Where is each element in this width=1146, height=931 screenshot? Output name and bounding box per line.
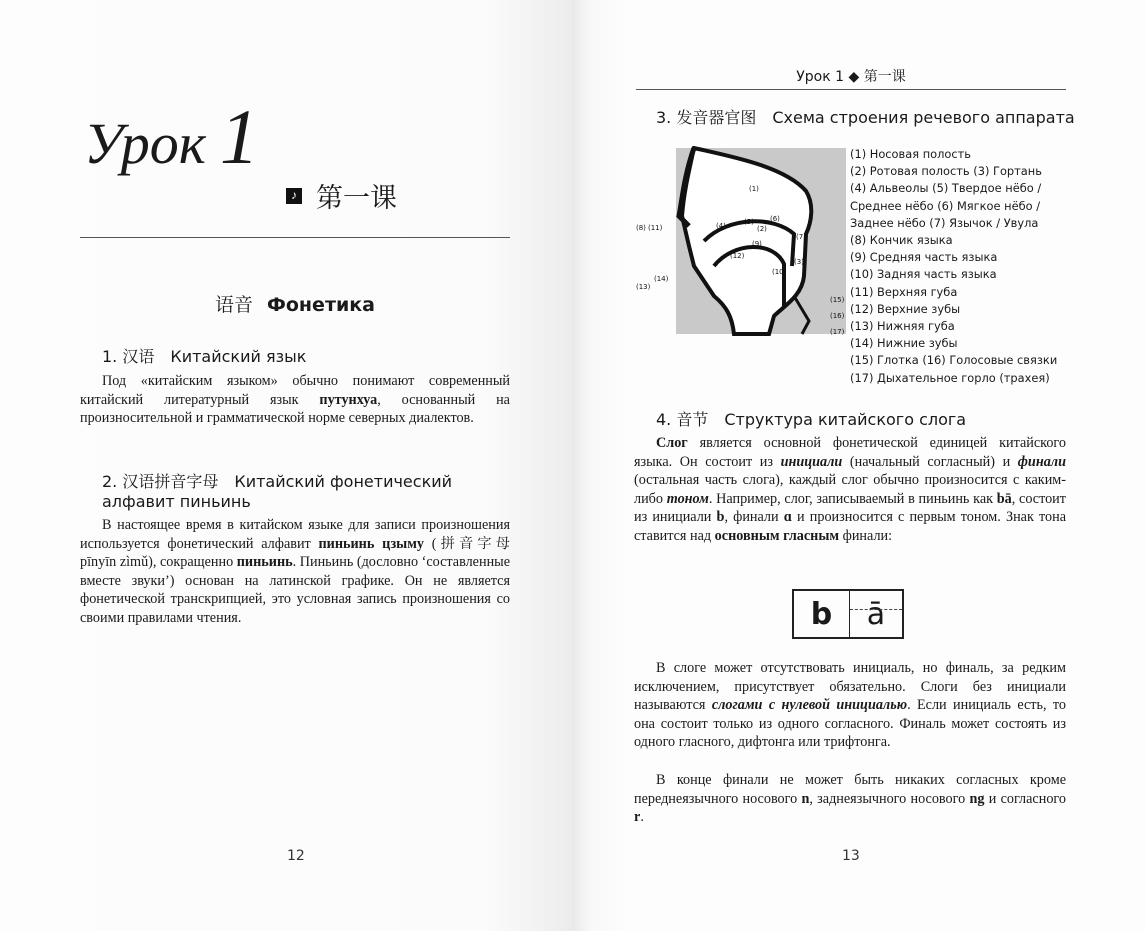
subsection-3-heading: 3. 发音器官图 Схема строения речевого аппарата [656, 108, 1075, 127]
p4c-text-2: , заднеязычного носового [809, 790, 970, 807]
diagram-label: (5) [744, 218, 754, 226]
s2-heading-line1: 2. 汉语拼音字母 Китайский фонетический [102, 472, 453, 491]
syllable-initial: b [794, 591, 850, 637]
syllable-final: ā [850, 591, 902, 637]
subsection-4-heading: 4. 音节 Структура китайского слога [656, 410, 967, 429]
p4a-text-3: (остальная часть слога), каждый слог обычно произносится с каким-либо [634, 472, 1066, 507]
legend-item: (12) Верхние зубы [850, 301, 961, 316]
running-head-divider [636, 89, 1066, 90]
subsection-1-heading: 1. 汉语 Китайский язык [102, 347, 307, 366]
legend-item: (10) Задняя часть языка [850, 267, 997, 282]
legend-item: (13) Нижняя губа [850, 319, 955, 334]
diagram-label: (2) [757, 225, 767, 233]
p4a-term-initial: инициали [780, 453, 843, 470]
p4a-term-final: финали [1017, 453, 1066, 470]
diagram-label: (17) [830, 328, 845, 336]
s2-bold-2: пиньинь [236, 554, 293, 571]
p4c-bold-ng: ng [969, 790, 985, 807]
right-page [572, 0, 1146, 931]
speech-organs-diagram [634, 146, 846, 336]
p4a-text-5: , состоит из инициали [634, 490, 1066, 526]
subsection-2-paragraph [80, 516, 510, 628]
s1-text-1: Под «китайским языком» обычно понимают современный китайский литературный язык [80, 373, 510, 408]
syllable-paragraph-2 [634, 659, 1066, 752]
page-number-right: 13 [842, 848, 860, 864]
syllable-paragraph-1 [634, 434, 1066, 546]
diagram-label: (10) [772, 268, 787, 276]
p4b-term-zero-initial: слогами с нулевой инициалью [711, 697, 908, 714]
p4a-bold-main-vowel: основным гласным [714, 527, 840, 544]
subsection-2-heading [102, 472, 452, 512]
diagram-legend [850, 146, 1080, 387]
lesson-title-cn [286, 176, 397, 215]
lesson-word: Урок [84, 111, 206, 176]
diagram-label: (14) [654, 275, 669, 283]
s2-text-1: В настоящее время в китайском языке для записи произношения используется фонетический алфавит [80, 517, 510, 552]
section-title-cn: 语音 [215, 295, 254, 316]
p4a-text-2: (начальный согласный) и [842, 453, 1018, 470]
section-title [80, 290, 510, 317]
legend-item: (11) Верхняя губа [850, 284, 958, 299]
left-page [0, 0, 572, 931]
page-number-left: 12 [287, 848, 305, 864]
diagram-label: (1) [749, 185, 759, 193]
p4a-text-4: . Например, слог, записываемый в пиньинь как [708, 490, 997, 507]
legend-item: Среднее нёбо (6) Мягкое нёбо / [850, 198, 1041, 213]
legend-item: (8) Кончик языка [850, 233, 953, 248]
diagram-label: (6) [770, 215, 780, 223]
p4c-text-1: В конце финали не может быть никаких согласных кроме переднеязычного носового [634, 772, 1066, 807]
diagram-label: (13) [636, 283, 651, 291]
section-title-ru: Фонетика [267, 294, 375, 316]
s2-text-2: (拼音字母 pīnyīn zìmǔ), сокращенно [80, 535, 510, 571]
p4a-bold-1: Слог [656, 435, 688, 451]
diagram-label: (9) [752, 240, 762, 248]
music-note-icon[interactable]: ♪ [286, 188, 302, 204]
p4a-bold-b: b [716, 509, 725, 526]
p4c-bold-n: n [801, 790, 810, 807]
legend-item: (9) Средняя часть языка [850, 250, 998, 265]
lesson-title [84, 93, 259, 180]
diagram-label: (12) [730, 252, 745, 260]
syllable-diagram [792, 589, 904, 639]
p4a-text-7: и произносится с первым тоном. Знак тона ставится над [634, 509, 1066, 544]
s1-bold-term: путунхуа [319, 391, 378, 408]
diagram-label: (15) [830, 296, 845, 304]
lesson-cn-text: 第一课 [316, 183, 397, 213]
legend-item: (17) Дыхательное горло (трахея) [850, 370, 1050, 385]
running-head: Урок 1 ◆ 第一课 [796, 69, 906, 85]
diagram-label: (8) [636, 224, 646, 232]
legend-item: (14) Нижние зубы [850, 336, 958, 351]
s2-heading-line2: алфавит пиньинь [102, 492, 251, 511]
p4b-text-2: . Если инициаль есть, то она состоит только из одного согласного. Финаль может состоять из одного гласного, дифтонга или трифтонга. [634, 697, 1066, 751]
p4c-text-4: . [640, 809, 644, 826]
syllable-paragraph-3 [634, 771, 1066, 827]
s2-text-3: . Пиньинь (дословно ‘составленные вместе звуки’) основан на латинской графике. Он не является фонетической транскрипцией, это условная запись произношения со своими правилами чтения. [80, 554, 510, 626]
diagram-label: (16) [830, 312, 845, 320]
diagram-label: (4) [716, 222, 726, 230]
diagram-label: (3) [794, 258, 804, 266]
subsection-1-paragraph [80, 372, 510, 428]
legend-item: (4) Альвеолы (5) Твердое нёбо / [850, 181, 1042, 196]
diagram-label: (11) [648, 224, 663, 232]
p4a-text-8: финали: [839, 527, 893, 544]
p4a-text-6: , финали [724, 509, 784, 526]
header-divider [80, 237, 510, 238]
s1-text-2: , основанный на произносительной и грамматической норме северных диалектов. [80, 391, 510, 427]
legend-item: Заднее нёбо (7) Язычок / Увула [850, 215, 1039, 230]
p4a-text-1: является основной фонетической единицей китайского языка. Он состоит из [634, 435, 1066, 470]
p4a-term-tone: тоном [666, 490, 709, 507]
lesson-number: 1 [219, 93, 259, 180]
legend-item: (1) Носовая полость [850, 147, 971, 161]
p4c-text-3: и согласного [984, 790, 1066, 807]
legend-item: (15) Глотка (16) Голосовые связки [850, 353, 1058, 368]
p4c-bold-r: r [634, 809, 641, 826]
p4a-bold-a: ɑ [783, 509, 792, 526]
legend-item: (2) Ротовая полость (3) Гортань [850, 164, 1042, 179]
p4b-text-1: В слоге может отсутствовать инициаль, но финаль, за редким исключением, присутствует обязательно. Слоги без инициали называются [634, 660, 1066, 714]
s2-bold-1: пиньинь цзыму [318, 535, 424, 552]
p4a-bold-ba: bā [996, 490, 1012, 507]
diagram-label: (7) [796, 233, 806, 241]
